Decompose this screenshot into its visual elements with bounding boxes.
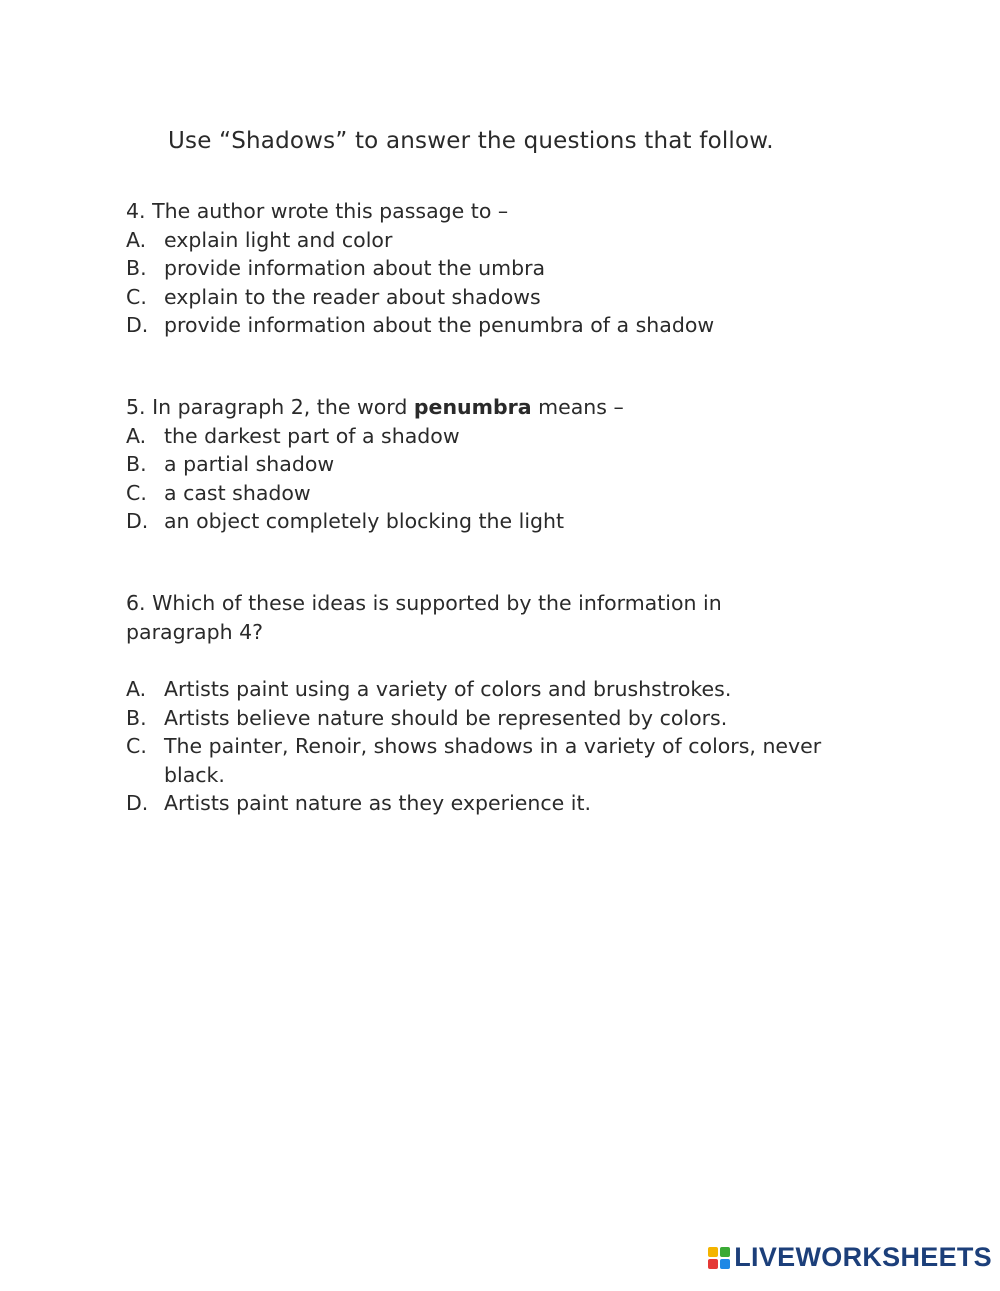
option-letter: B. xyxy=(126,256,147,280)
option-d xyxy=(126,507,624,536)
question-stem: 6. Which of these ideas is supported by the information in paragraph 4? xyxy=(126,591,722,644)
option-b xyxy=(126,704,834,733)
option-c xyxy=(126,283,714,312)
option-text: explain to the reader about shadows xyxy=(164,284,541,309)
option-text: Artists believe nature should be represented by colors. xyxy=(164,705,728,730)
options-list xyxy=(126,226,714,340)
option-a xyxy=(126,675,834,704)
question-stem-start: 5. In paragraph 2, the word xyxy=(126,395,414,419)
option-letter: A. xyxy=(126,227,147,252)
option-text: The painter, Renoir, shows shadows in a variety of colors, never black. xyxy=(164,734,822,787)
logo-tile xyxy=(720,1259,730,1269)
option-text: an object completely blocking the light xyxy=(164,509,565,533)
page-title: Use “Shadows” to answer the questions that follow. xyxy=(168,128,774,154)
option-text: Artists paint using a variety of colors and brushstrokes. xyxy=(164,677,732,701)
logo-tile xyxy=(720,1247,730,1257)
question-stem: 4. The author wrote this passage to – xyxy=(126,199,509,223)
option-a xyxy=(126,226,714,255)
option-c xyxy=(126,479,624,508)
option-text: provide information about the umbra xyxy=(164,256,546,280)
brand-name: LIVEWORKSHEETS xyxy=(734,1242,992,1272)
option-letter: C. xyxy=(126,480,147,505)
option-letter: B. xyxy=(126,705,147,730)
option-letter: A. xyxy=(126,677,147,701)
option-text: Artists paint nature as they experience it. xyxy=(164,791,592,815)
liveworksheets-brand xyxy=(708,1242,992,1273)
option-letter: C. xyxy=(126,734,147,758)
option-text: a partial shadow xyxy=(164,452,335,476)
question-4 xyxy=(126,197,714,340)
option-letter: D. xyxy=(126,509,149,533)
question-stem xyxy=(126,393,624,422)
option-b xyxy=(126,254,714,283)
option-letter: D. xyxy=(126,313,149,337)
option-text: a cast shadow xyxy=(164,480,311,505)
option-b xyxy=(126,450,624,479)
question-stem-end: means – xyxy=(531,395,624,419)
option-d xyxy=(126,789,834,818)
vocabulary-word: penumbra xyxy=(413,395,532,419)
option-text: the darkest part of a shadow xyxy=(164,423,460,448)
option-letter: B. xyxy=(126,452,147,476)
option-letter: C. xyxy=(126,284,147,309)
question-6 xyxy=(126,589,834,818)
logo-tile xyxy=(708,1259,718,1269)
logo-tile xyxy=(708,1247,718,1257)
option-d xyxy=(126,311,714,340)
question-5 xyxy=(126,393,624,536)
option-letter: D. xyxy=(126,791,149,815)
option-c xyxy=(126,732,834,789)
liveworksheets-logo-icon xyxy=(708,1247,730,1269)
option-text: provide information about the penumbra of a shadow xyxy=(164,313,715,337)
option-text: explain light and color xyxy=(164,227,393,252)
options-list xyxy=(126,675,834,818)
options-list xyxy=(126,422,624,536)
option-letter: A. xyxy=(126,423,147,448)
option-a xyxy=(126,422,624,451)
